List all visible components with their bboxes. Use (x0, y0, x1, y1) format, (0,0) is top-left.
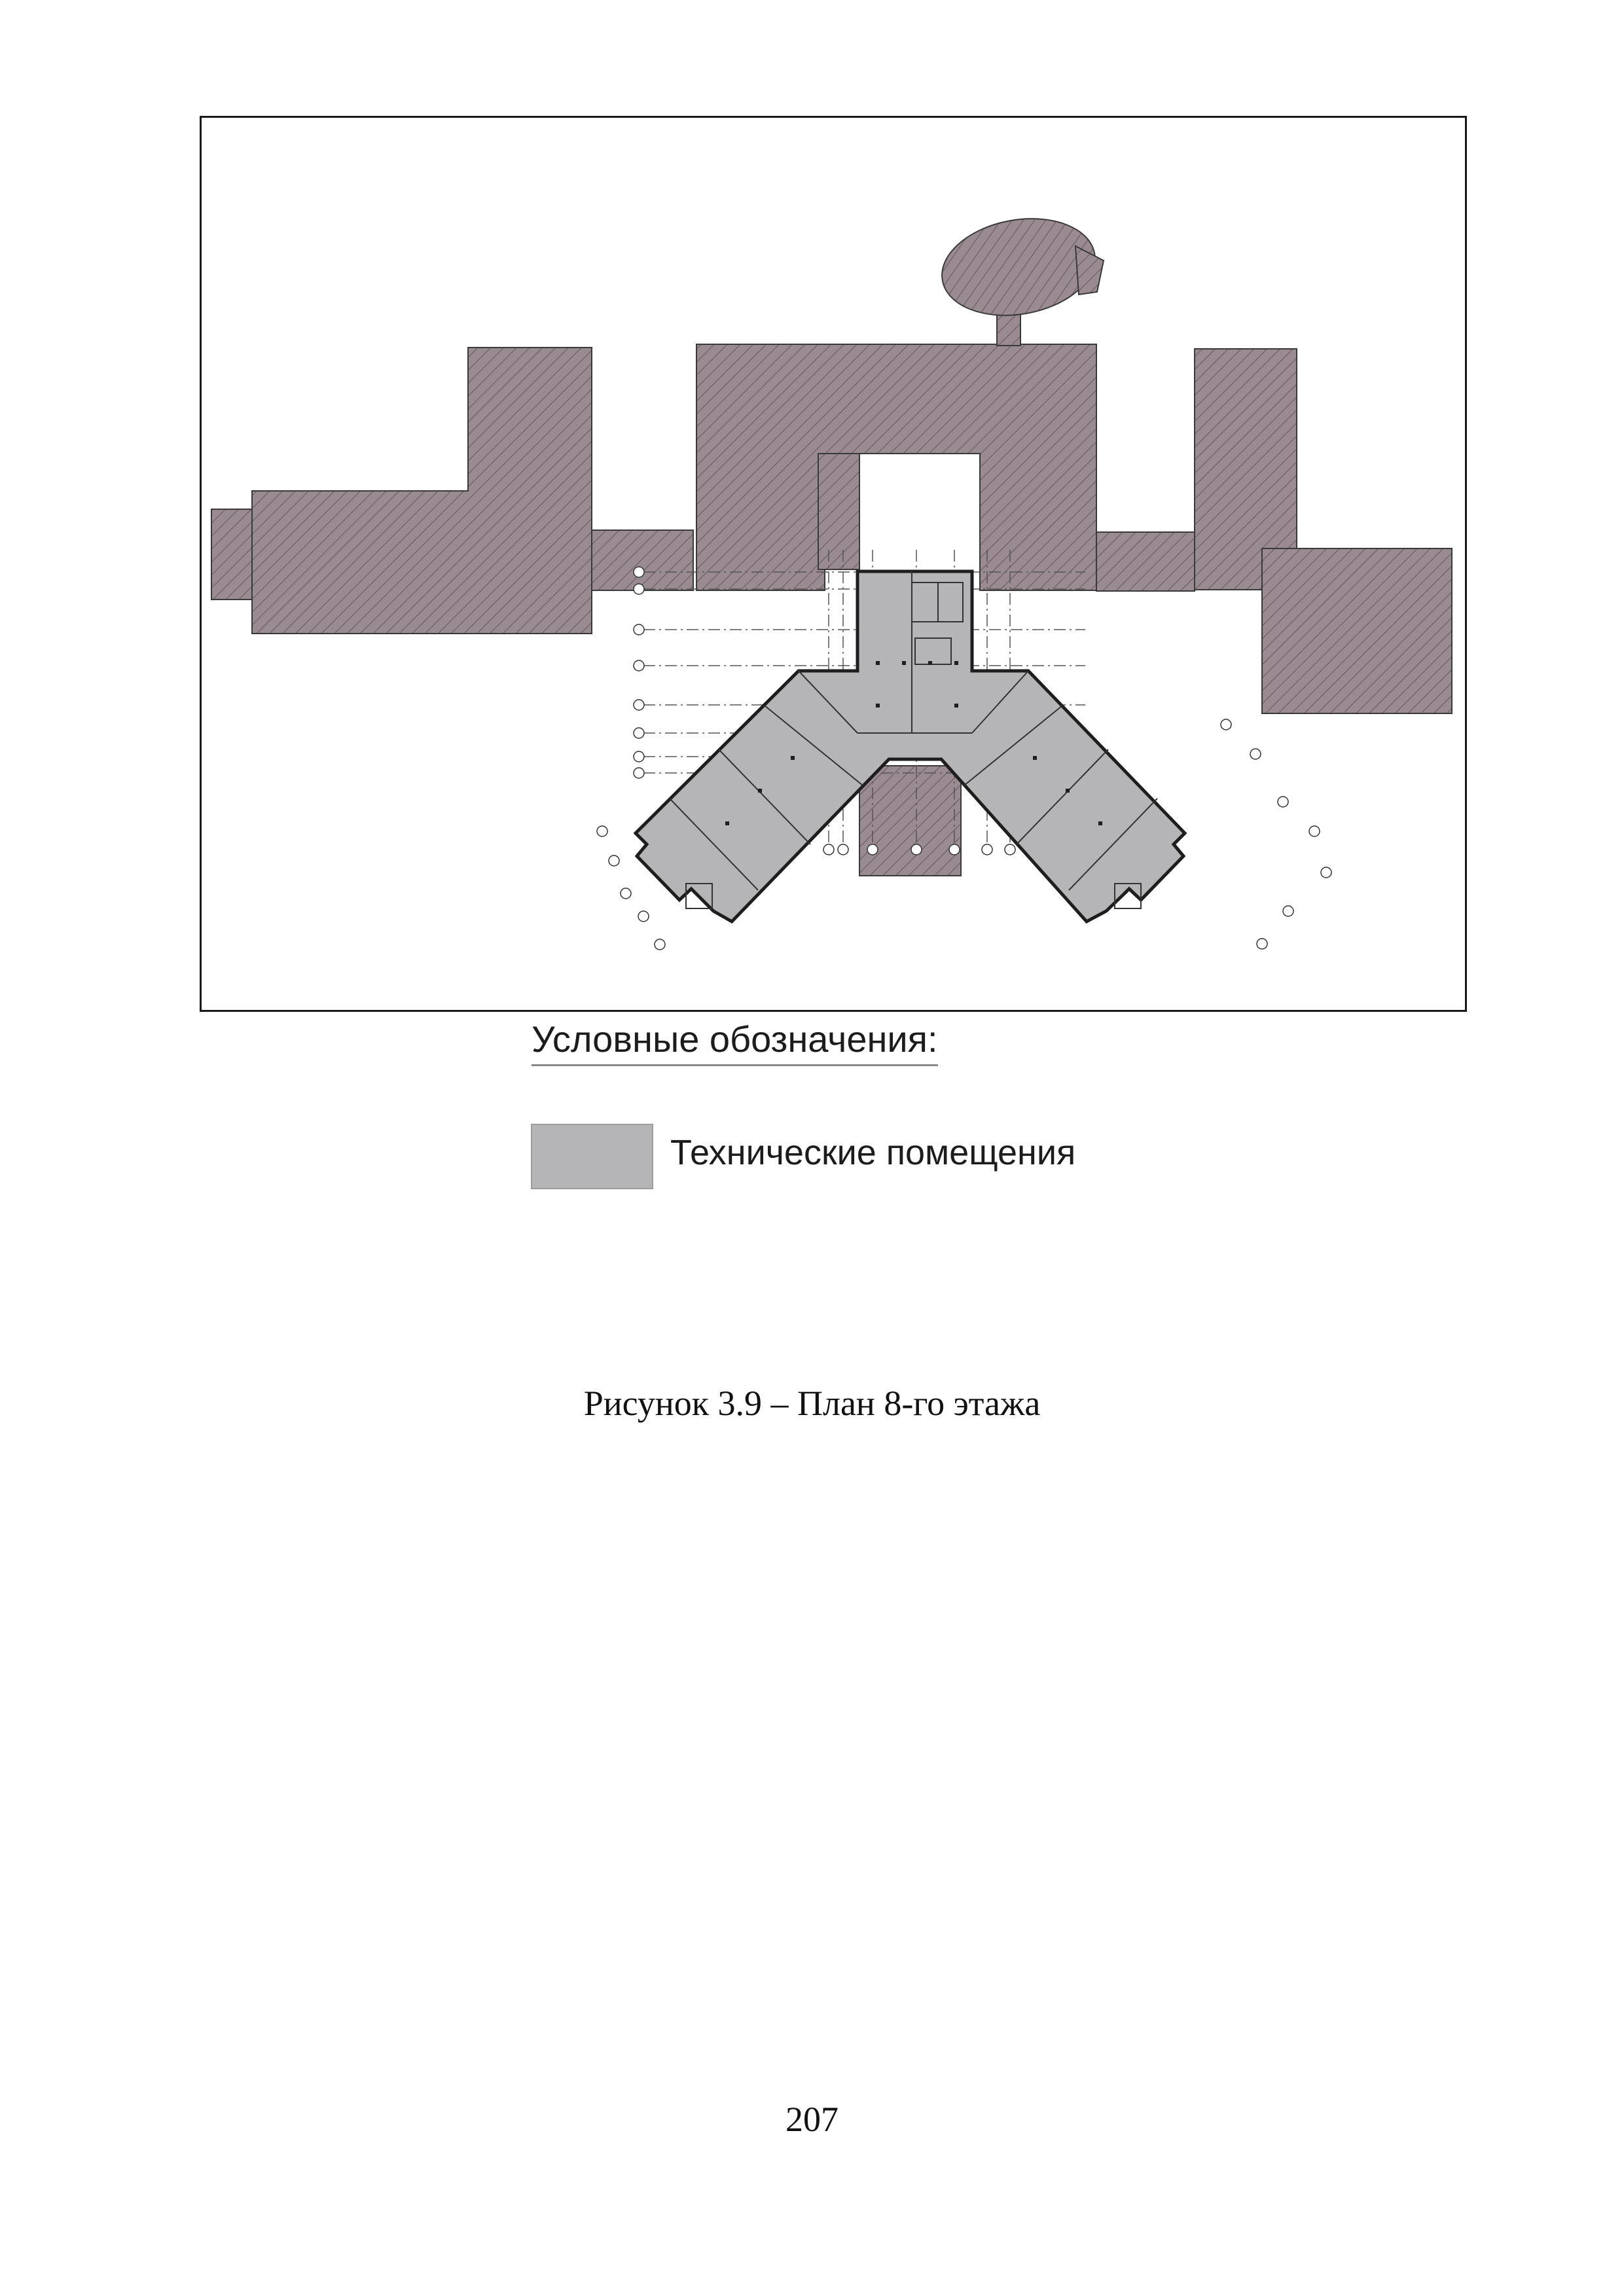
building-courtyard-wing (818, 454, 859, 569)
page-number: 207 (785, 2100, 839, 2139)
building-block-left-small (211, 509, 252, 600)
legend-title: Условные обозначения: (532, 1018, 938, 1066)
floor-plan-figure (200, 116, 1467, 1012)
floor-plan-drawing (202, 118, 1465, 1010)
building-connector-left (592, 530, 693, 590)
building-block-far-right (1262, 548, 1452, 713)
building-block-center (696, 344, 1096, 590)
building-rotunda-annex (1075, 246, 1104, 295)
building-block-left (252, 348, 592, 634)
building-south-wing (859, 766, 961, 876)
building-connector-right (1096, 532, 1195, 591)
legend-label-technical-rooms: Технические помещения (670, 1133, 1076, 1172)
legend-swatch-technical-rooms (531, 1124, 653, 1189)
figure-caption: Рисунок 3.9 – План 8-го этажа (583, 1384, 1041, 1423)
